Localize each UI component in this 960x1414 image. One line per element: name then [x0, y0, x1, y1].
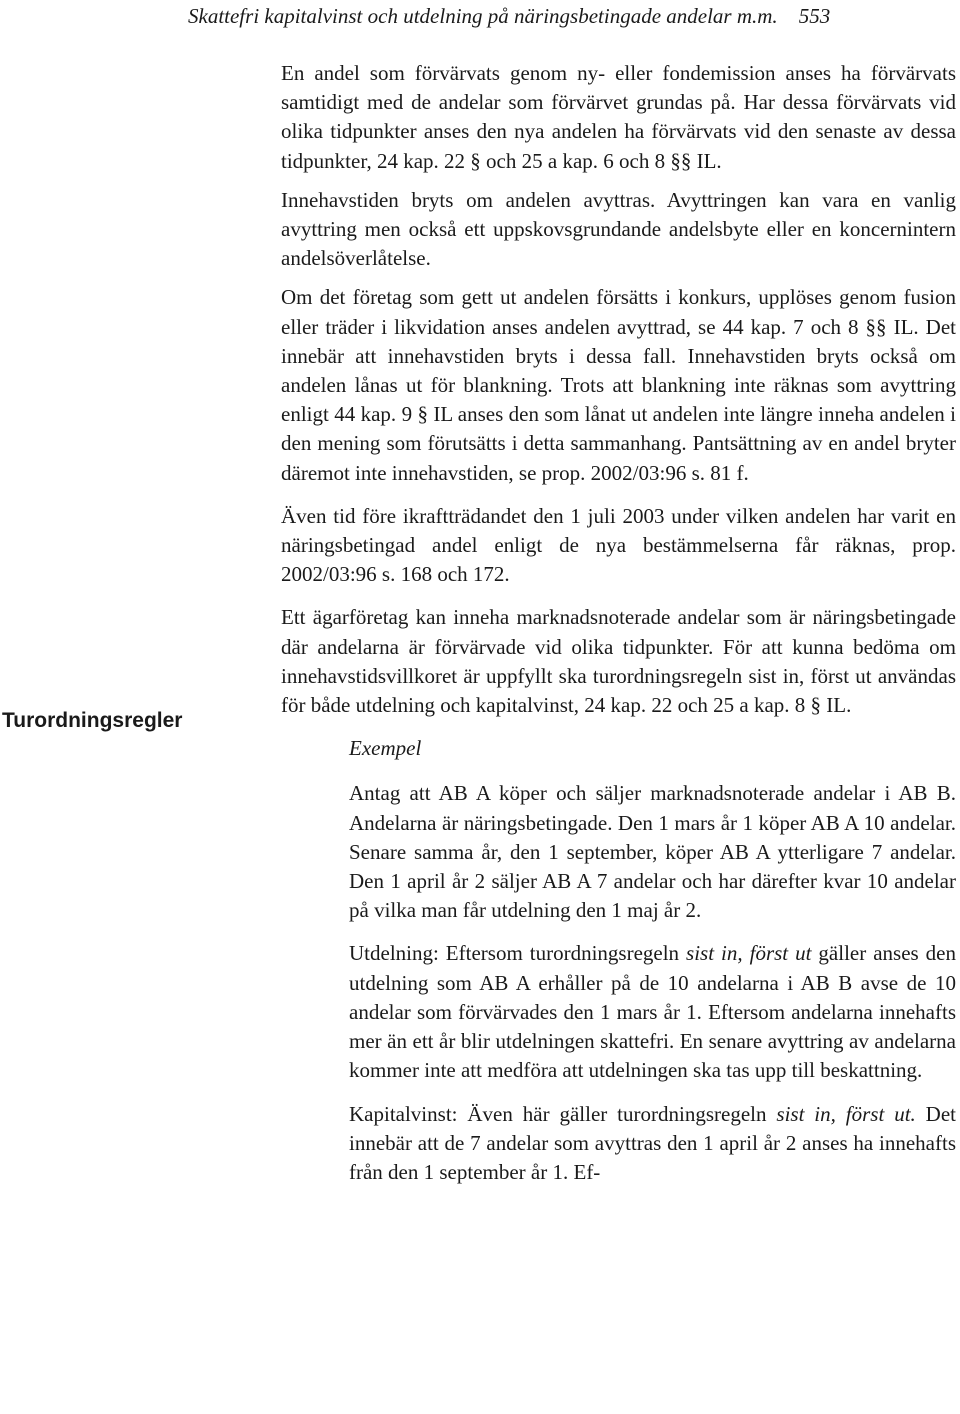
utdelning-lead: Utdelning: Eftersom turordningsregeln — [349, 941, 687, 966]
margin-heading: Turordningsregler — [2, 709, 183, 732]
example-title: Exempel — [349, 736, 422, 761]
page-number: 553 — [798, 4, 831, 28]
example-paragraph-kapitalvinst — [349, 1100, 956, 1188]
kapitalvinst-rest: Det innebär att de 7 andelar som avyttras den 1 april år 2 anses ha innehafts från den 1 september år 1. Ef- — [349, 1101, 956, 1184]
paragraph-turordning: Ett ägarföretag kan inneha marknadsnoterade andelar som är näringsbetingade där andelarna är förvärvade vid olika tidpunkter. För att kunna bedöma om innehavstidsvillkoret är uppfyllt ska turordningsregeln sist in, först ut användas för både utdelning och kapitalvinst, 24 kap. 22 och 25 a kap. 8 § IL. — [281, 605, 956, 718]
utdelning-rest: gäller anses den utdelning som AB A erhåller på de 10 andelarna i AB B avse de 10 andelar som förvärvades den 1 mars år 1. Eftersom andelarna innehafts mer än ett år blir utdelningen skattefri. En senare avyttring av andelarna kommer inte att medföra att utdelningen ska tas upp till beskattning. — [349, 941, 956, 1083]
paragraph-ikrafttradande: Även tid före ikraftträdandet den 1 juli 2003 under vilken andelen har varit en näringsbetingad andel enligt de nya bestämmelserna får räknas, prop. 2002/03:96 s. 168 och 172. — [281, 503, 956, 587]
example-paragraph-utdelning — [349, 939, 956, 1085]
kapitalvinst-emphasis: sist in, först ut. — [776, 1101, 916, 1126]
running-title: Skattefri kapitalvinst och utdelning på näringsbetingade andelar m.m. — [188, 4, 778, 28]
kapitalvinst-lead: Kapitalvinst: Även här gäller turordningsregeln — [349, 1101, 777, 1126]
paragraph-avyttring: Innehavstiden bryts om andelen avyttras. Avyttringen kan vara en vanlig avyttring men också ett uppskovsgrundande andelsbyte eller en koncernintern andelsöverlåtelse. — [281, 187, 956, 271]
example-paragraph-scenario: Antag att AB A köper och säljer marknadsnoterade andelar i AB B. Andelarna är näringsbetingade. Den 1 mars år 1 köper AB A 10 andelar. Senare samma år, den 1 september, köper AB A ytterligare 7 andelar. Den 1 april år 2 säljer AB A 7 andelar och har därefter kvar 10 andelar på vilka man får utdelning den 1 maj år 2. — [349, 781, 956, 923]
paragraph-emission: En andel som förvärvats genom ny- eller fondemission anses ha förvärvats samtidigt med de andelar som förvärvet grundas på. Har dessa förvärvats vid olika tidpunkter anses den nya andelen ha förvärvats vid den senaste av dessa tidpunkter, 24 kap. 22 § och 25 a kap. 6 och 8 §§ IL. — [281, 61, 956, 173]
running-header — [188, 2, 958, 30]
example-block — [349, 734, 956, 1187]
paragraph-konkurs: Om det företag som gett ut andelen försätts i konkurs, upplöses genom fusion eller träder i likvidation anses andelen avyttrad, se 44 kap. 7 och 8 §§ IL. Det innebär att innehavstiden bryts i dessa fall. Innehavstiden bryts också om andelen lånas ut för blankning. Trots att blankning inte räknas som avyttring enligt 44 kap. 9 § IL anses den som lånat ut andelen inte längre inneha andelen i den mening som förutsätts i detta sammanhang. Pantsättning av en andel bryter däremot inte innehavstiden, se prop. 2002/03:96 s. 81 f. — [281, 285, 956, 485]
utdelning-emphasis: sist in, först ut — [686, 941, 812, 966]
body-text — [281, 59, 956, 1201]
